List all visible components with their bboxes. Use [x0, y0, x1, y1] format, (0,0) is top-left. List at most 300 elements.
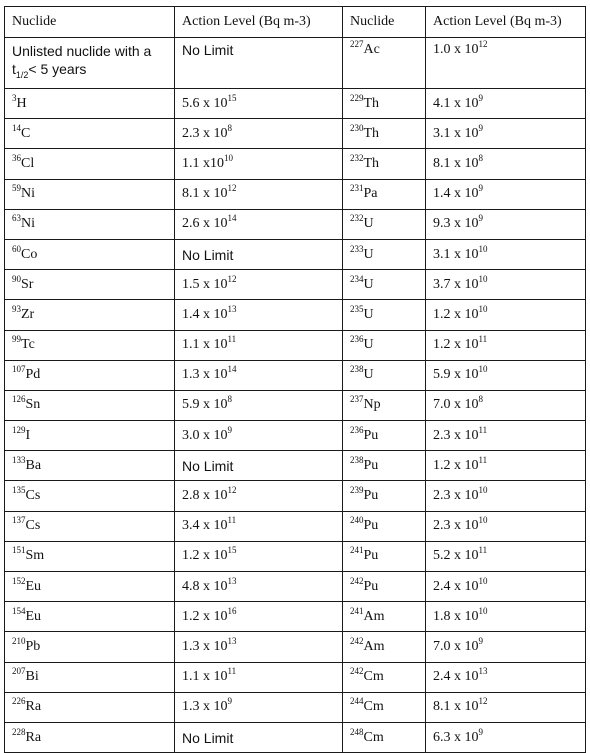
action-level-exponent: 15: [227, 545, 237, 556]
action-level-mantissa: 2.3 x 10: [182, 125, 228, 141]
nuclide-cell-right: [343, 602, 426, 632]
element-symbol: Pu: [363, 488, 379, 504]
action-level-exponent: 9: [478, 122, 483, 133]
action-level-mantissa: 1.1 x10: [182, 155, 224, 171]
element-symbol: Eu: [25, 608, 42, 624]
nuclide-cell-left: [5, 270, 175, 300]
action-level-cell-right: [426, 390, 586, 420]
action-level-exponent: 9: [227, 424, 232, 435]
action-level-exponent: 9: [478, 213, 483, 224]
element-symbol: Th: [363, 95, 380, 111]
action-level-exponent: 10: [478, 485, 488, 496]
mass-number: 241: [350, 605, 364, 616]
table-row: [5, 89, 586, 119]
mass-number: 232: [350, 213, 364, 224]
nuclide-cell-left: [5, 239, 175, 269]
action-level-mantissa: 5.9 x 10: [433, 367, 479, 383]
table-row: [5, 632, 586, 662]
mass-number: 236: [350, 334, 364, 345]
table-row: [5, 662, 586, 692]
mass-number: 60: [12, 243, 21, 254]
action-level-cell-right: [426, 541, 586, 571]
action-level-exponent: 10: [478, 605, 488, 616]
nuclide-cell-left: [5, 632, 175, 662]
action-level-exponent: 15: [227, 92, 237, 103]
element-symbol: U: [363, 306, 374, 322]
action-level-mantissa: 1.2 x 10: [433, 337, 479, 353]
action-level-cell-left: [175, 692, 343, 722]
action-level-exponent: 12: [227, 273, 237, 284]
nuclide-cell-left: [5, 119, 175, 149]
action-level-cell-right: [426, 572, 586, 602]
nuclide-cell-right: [343, 270, 426, 300]
action-level-exponent: 11: [227, 515, 237, 526]
element-symbol: Pu: [363, 427, 379, 443]
nuclide-cell-right: [343, 451, 426, 481]
nuclide-cell-left: [5, 300, 175, 330]
mass-number: 229: [350, 92, 364, 103]
mass-number: 133: [12, 454, 26, 465]
table-row: [5, 572, 586, 602]
mass-number: 241: [350, 545, 364, 556]
action-level-mantissa: 1.2 x 10: [433, 306, 479, 322]
action-level-exponent: 10: [478, 515, 488, 526]
mass-number: 231: [350, 183, 364, 194]
action-level-cell-right: [426, 722, 586, 752]
table-row: [5, 300, 586, 330]
header-action-level-right: Action Level (Bq m-3): [426, 7, 586, 38]
element-symbol: U: [363, 216, 374, 232]
element-symbol: Cm: [363, 669, 384, 685]
element-symbol: Pu: [363, 548, 379, 564]
nuclide-cell-right: [343, 481, 426, 511]
action-level-cell-left: [175, 572, 343, 602]
table-row: [5, 481, 586, 511]
table-row: [5, 360, 586, 390]
mass-number: 152: [12, 575, 26, 586]
action-level-mantissa: 1.5 x 10: [182, 276, 228, 292]
action-level-cell-right: [426, 662, 586, 692]
element-symbol: Am: [363, 608, 385, 624]
nuclide-cell-left: [5, 662, 175, 692]
mass-number: 235: [350, 303, 364, 314]
mass-number: 90: [12, 273, 21, 284]
element-symbol: U: [363, 276, 374, 292]
nuclide-cell-right: [343, 209, 426, 239]
action-level-cell-left: [175, 481, 343, 511]
nuclide-cell-left: [5, 481, 175, 511]
action-level-mantissa: 8.1 x 10: [433, 699, 479, 715]
action-level-exponent: 12: [227, 485, 237, 496]
mass-number: 99: [12, 334, 21, 345]
element-symbol: Cs: [25, 488, 41, 504]
nuclide-cell-right: [343, 179, 426, 209]
action-level-exponent: 14: [227, 213, 237, 224]
mass-number: 129: [12, 424, 26, 435]
action-level-cell-left: [175, 511, 343, 541]
mass-number: 210: [12, 635, 26, 646]
action-level-exponent: 13: [227, 303, 237, 314]
table-row: [5, 270, 586, 300]
action-level-cell-right: [426, 89, 586, 119]
element-symbol: Pd: [25, 367, 41, 383]
header-nuclide-right: Nuclide: [343, 7, 426, 38]
action-level-cell-left: [175, 89, 343, 119]
nuclide-cell-right: [343, 662, 426, 692]
action-level-mantissa: No Limit: [182, 457, 234, 474]
nuclide-cell-left: [5, 451, 175, 481]
nuclide-cell-left: [5, 722, 175, 752]
action-level-cell-left: [175, 149, 343, 179]
action-level-mantissa: 1.0 x 10: [433, 42, 479, 57]
nuclide-cell-left: [5, 330, 175, 360]
element-symbol: Eu: [25, 578, 42, 594]
nuclide-cell-right: [343, 692, 426, 722]
action-level-mantissa: 2.3 x 10: [433, 488, 479, 504]
action-level-cell-left: [175, 421, 343, 451]
mass-number: 238: [350, 454, 364, 465]
table-row: [5, 722, 586, 752]
element-symbol: Pu: [363, 457, 379, 473]
action-level-mantissa: 2.8 x 10: [182, 488, 228, 504]
mass-number: 226: [12, 696, 26, 707]
element-symbol: Zr: [21, 306, 35, 322]
action-level-mantissa: 3.0 x 10: [182, 427, 228, 443]
action-level-mantissa: 3.1 x 10: [433, 125, 479, 141]
action-level-mantissa: 1.2 x 10: [433, 457, 479, 473]
action-level-cell-right: [426, 330, 586, 360]
mass-number: 240: [350, 515, 364, 526]
action-level-mantissa: 6.3 x 10: [433, 729, 479, 745]
action-level-mantissa: 2.4 x 10: [433, 669, 479, 685]
nuclide-cell-left: [5, 692, 175, 722]
action-level-cell-right: [426, 421, 586, 451]
action-level-exponent: 11: [227, 334, 237, 345]
mass-number: 227: [350, 39, 364, 49]
element-symbol: Pb: [25, 638, 41, 654]
table-row: [5, 692, 586, 722]
action-level-mantissa: 9.3 x 10: [433, 216, 479, 232]
action-level-cell-left: [175, 541, 343, 571]
nuclide-cell-left: [5, 572, 175, 602]
mass-number: 242: [350, 635, 364, 646]
mass-number: 126: [12, 394, 26, 405]
action-level-cell-right: [426, 451, 586, 481]
mass-number: 107: [12, 364, 26, 375]
element-symbol: Bi: [25, 669, 39, 685]
element-symbol: Cm: [363, 729, 384, 745]
action-level-cell-left: [175, 270, 343, 300]
action-level-mantissa: 2.4 x 10: [433, 578, 479, 594]
nuclide-action-level-table: [4, 6, 586, 753]
action-level-exponent: 11: [227, 666, 237, 677]
action-level-exponent: 14: [227, 364, 237, 375]
element-symbol: Cl: [21, 155, 35, 171]
action-level-cell-left: [175, 179, 343, 209]
action-level-mantissa: No Limit: [182, 729, 234, 746]
mass-number: 59: [12, 183, 21, 194]
action-level-cell-right: [426, 481, 586, 511]
mass-number: 248: [350, 726, 364, 737]
action-level-cell-left: [175, 300, 343, 330]
element-symbol: C: [21, 125, 31, 141]
nuclide-cell-left: [5, 89, 175, 119]
action-level-cell-right: [426, 38, 586, 89]
action-level-exponent: 10: [478, 364, 488, 375]
element-symbol: I: [25, 427, 31, 443]
nuclide-cell-left: [5, 209, 175, 239]
nuclide-cell-right: [343, 89, 426, 119]
nuclide-cell-left: [5, 421, 175, 451]
action-level-exponent: 10: [478, 575, 488, 586]
mass-number: 239: [350, 485, 364, 496]
table-row: [5, 149, 586, 179]
action-level-cell-right: [426, 300, 586, 330]
nuclide-cell-right: [343, 572, 426, 602]
action-level-cell-left: [175, 330, 343, 360]
action-level-exponent: 10: [478, 243, 488, 254]
action-level-mantissa: 5.2 x 10: [433, 548, 479, 564]
table-row: [5, 239, 586, 269]
mass-number: 137: [12, 515, 26, 526]
nuclide-cell-right: [343, 541, 426, 571]
mass-number: 233: [350, 243, 364, 254]
element-symbol: Pu: [363, 518, 379, 534]
action-level-exponent: 16: [227, 605, 237, 616]
unlisted-label-line1: Unlisted nuclide with a: [12, 43, 152, 59]
action-level-cell-right: [426, 511, 586, 541]
mass-number: 242: [350, 575, 364, 586]
element-symbol: U: [363, 337, 374, 353]
action-level-mantissa: 8.1 x 10: [182, 186, 228, 202]
action-level-exponent: 12: [227, 183, 237, 194]
nuclide-cell-right: [343, 330, 426, 360]
action-level-cell-right: [426, 270, 586, 300]
header-nuclide-left: Nuclide: [5, 7, 175, 38]
mass-number: 135: [12, 485, 26, 496]
action-level-mantissa: 1.3 x 10: [182, 699, 228, 715]
action-level-mantissa: 4.8 x 10: [182, 578, 228, 594]
action-level-cell-right: [426, 149, 586, 179]
action-level-mantissa: 2.3 x 10: [433, 427, 479, 443]
action-level-exponent: 9: [478, 726, 483, 737]
action-level-mantissa: No Limit: [182, 246, 234, 263]
action-level-cell-right: [426, 632, 586, 662]
action-level-mantissa: 1.3 x 10: [182, 638, 228, 654]
mass-number: 36: [12, 152, 21, 163]
mass-number: 236: [350, 424, 364, 435]
table-body: [5, 38, 586, 753]
nuclide-cell-right: [343, 239, 426, 269]
action-level-cell-right: [426, 179, 586, 209]
element-symbol: Np: [363, 397, 381, 413]
action-level-cell-left: [175, 602, 343, 632]
table-row: [5, 451, 586, 481]
element-symbol: U: [363, 367, 374, 383]
element-symbol: H: [16, 95, 27, 111]
action-level-mantissa: 7.0 x 10: [433, 638, 479, 654]
table-row: [5, 511, 586, 541]
action-level-mantissa: 1.2 x 10: [182, 608, 228, 624]
nuclide-cell-right: [343, 632, 426, 662]
table-row: [5, 421, 586, 451]
element-symbol: Ac: [363, 42, 380, 57]
mass-number: 151: [12, 545, 26, 556]
action-level-mantissa: 5.6 x 10: [182, 95, 228, 111]
action-level-exponent: 9: [478, 635, 483, 646]
mass-number: 238: [350, 364, 364, 375]
mass-number: 63: [12, 213, 21, 224]
action-level-cell-left: [175, 722, 343, 752]
action-level-cell-left: [175, 632, 343, 662]
action-level-exponent: 13: [478, 666, 488, 677]
nuclide-cell-right: [343, 38, 426, 89]
mass-number: 230: [350, 122, 364, 133]
action-level-cell-right: [426, 209, 586, 239]
element-symbol: Cm: [363, 699, 384, 715]
element-symbol: Tc: [21, 337, 35, 353]
action-level-exponent: 8: [227, 122, 232, 133]
unlisted-label-rest: < 5 years: [28, 61, 87, 77]
action-level-mantissa: 1.4 x 10: [182, 306, 228, 322]
action-level-mantissa: 2.3 x 10: [433, 518, 479, 534]
action-level-mantissa: 5.9 x 10: [182, 397, 228, 413]
unlisted-label-t: t: [12, 61, 16, 77]
table-row: [5, 541, 586, 571]
mass-number: 93: [12, 303, 21, 314]
action-level-cell-left: [175, 209, 343, 239]
mass-number: 154: [12, 605, 26, 616]
element-symbol: U: [363, 246, 374, 262]
action-level-mantissa: 1.1 x 10: [182, 669, 228, 685]
nuclide-cell-left: [5, 360, 175, 390]
mass-number: 237: [350, 394, 364, 405]
nuclide-cell-right: [343, 722, 426, 752]
action-level-exponent: 9: [478, 92, 483, 103]
table-header-row: [5, 7, 586, 38]
element-symbol: Th: [363, 125, 380, 141]
element-symbol: Th: [363, 155, 380, 171]
action-level-mantissa: 3.7 x 10: [433, 276, 479, 292]
action-level-exponent: 12: [478, 696, 488, 707]
action-level-mantissa: 1.2 x 10: [182, 548, 228, 564]
element-symbol: Ni: [21, 216, 35, 232]
action-level-mantissa: 8.1 x 10: [433, 155, 479, 171]
nuclide-cell-right: [343, 360, 426, 390]
action-level-cell-left: [175, 239, 343, 269]
action-level-cell-left: [175, 38, 343, 89]
mass-number: 232: [350, 152, 364, 163]
mass-number: 244: [350, 696, 364, 707]
unlisted-label-sub: 1/2: [15, 69, 29, 80]
nuclide-cell-right: [343, 421, 426, 451]
table-row: [5, 330, 586, 360]
nuclide-cell-right: [343, 149, 426, 179]
action-level-exponent: 8: [478, 394, 483, 405]
table-row: [5, 179, 586, 209]
action-level-exponent: 13: [227, 575, 237, 586]
action-level-cell-left: [175, 360, 343, 390]
element-symbol: Co: [21, 246, 38, 262]
action-level-cell-right: [426, 239, 586, 269]
nuclide-cell-right: [343, 300, 426, 330]
action-level-exponent: 10: [478, 273, 488, 284]
mass-number: 234: [350, 273, 364, 284]
action-level-exponent: 11: [478, 545, 488, 556]
element-symbol: Ni: [21, 186, 35, 202]
mass-number: 228: [12, 726, 26, 737]
action-level-exponent: 10: [224, 152, 233, 163]
action-level-exponent: 8: [227, 394, 232, 405]
nuclide-cell-left: [5, 541, 175, 571]
mass-number: 14: [12, 122, 21, 133]
action-level-exponent: 11: [478, 334, 488, 345]
nuclide-cell-left: [5, 149, 175, 179]
action-level-value: No Limit: [182, 42, 234, 58]
action-level-mantissa: 2.6 x 10: [182, 216, 228, 232]
nuclide-cell-right: [343, 511, 426, 541]
table-row: [5, 390, 586, 420]
element-symbol: Sm: [25, 548, 45, 564]
action-level-exponent: 9: [227, 696, 232, 707]
action-level-exponent: 11: [478, 424, 488, 435]
action-level-cell-left: [175, 662, 343, 692]
nuclide-cell-left: [5, 602, 175, 632]
action-level-exponent: 10: [478, 303, 488, 314]
action-level-mantissa: 1.8 x 10: [433, 608, 479, 624]
element-symbol: Cs: [25, 518, 41, 534]
action-level-cell-left: [175, 451, 343, 481]
nuclide-cell-right: [343, 390, 426, 420]
element-symbol: Am: [363, 638, 385, 654]
action-level-mantissa: 1.1 x 10: [182, 337, 228, 353]
table-row: [5, 602, 586, 632]
element-symbol: Pu: [363, 578, 379, 594]
mass-number: 3: [12, 92, 17, 103]
action-level-exponent: 8: [478, 152, 483, 163]
action-level-exponent: 11: [478, 454, 488, 465]
nuclide-cell-left: [5, 38, 175, 89]
action-level-mantissa: 3.1 x 10: [433, 246, 479, 262]
action-level-mantissa: 7.0 x 10: [433, 397, 479, 413]
nuclide-cell-left: [5, 390, 175, 420]
table-row: [5, 209, 586, 239]
element-symbol: Ra: [25, 699, 42, 715]
element-symbol: Sn: [25, 397, 41, 413]
element-symbol: Ba: [25, 457, 42, 473]
nuclide-cell-left: [5, 511, 175, 541]
action-level-mantissa: 4.1 x 10: [433, 95, 479, 111]
action-level-cell-right: [426, 692, 586, 722]
element-symbol: Ra: [25, 729, 42, 745]
action-level-cell-left: [175, 390, 343, 420]
mass-number: 242: [350, 666, 364, 677]
nuclide-cell-left: [5, 179, 175, 209]
action-level-cell-right: [426, 119, 586, 149]
action-level-mantissa: 3.4 x 10: [182, 518, 228, 534]
nuclide-cell-right: [343, 119, 426, 149]
action-level-cell-right: [426, 360, 586, 390]
action-level-exponent: 12: [478, 39, 488, 49]
action-level-mantissa: 1.4 x 10: [433, 186, 479, 202]
action-level-exponent: 13: [227, 635, 237, 646]
element-symbol: Pa: [363, 186, 378, 202]
table-row: [5, 38, 586, 89]
action-level-cell-right: [426, 602, 586, 632]
element-symbol: Sr: [21, 276, 34, 292]
action-level-cell-left: [175, 119, 343, 149]
table-row: [5, 119, 586, 149]
